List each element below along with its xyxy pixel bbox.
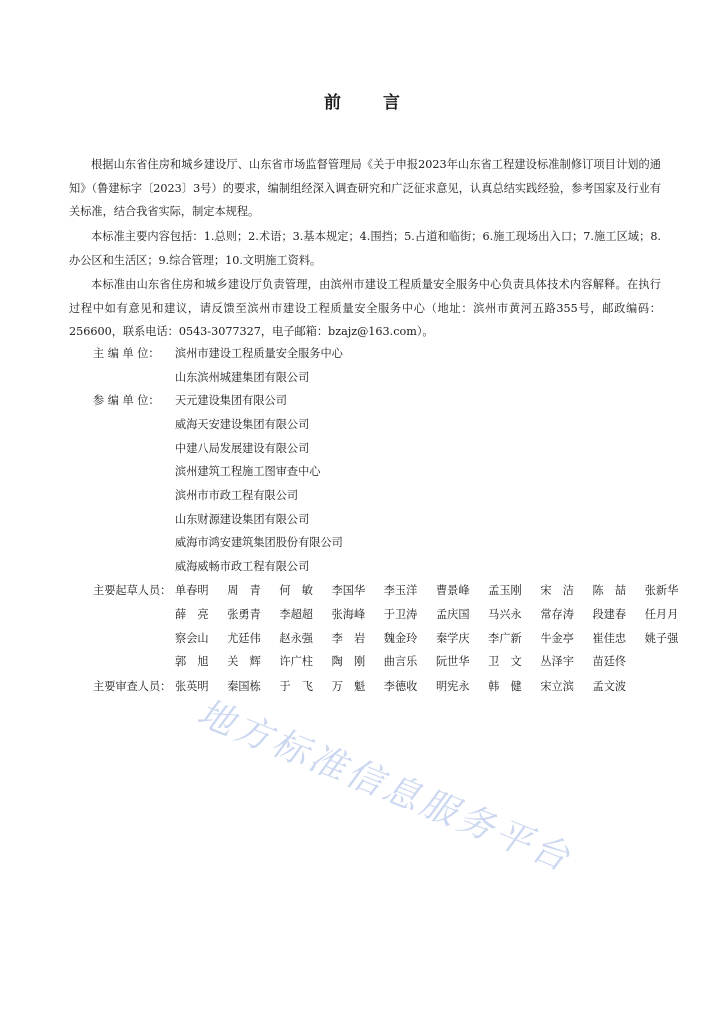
drafter-name: 苗廷佟 [592,655,627,668]
drafter-name: 秦学庆 [435,632,470,645]
drafters-row [175,629,697,649]
participant-unit: 山东财源建设集团有限公司 [175,513,310,526]
participant-unit: 威海市鸿安建筑集团股份有限公司 [175,536,343,549]
participant-unit: 威海威畅市政工程有限公司 [175,560,310,573]
drafter-name: 马兴永 [488,608,522,621]
participant-unit: 滨州建筑工程施工图审查中心 [175,465,321,478]
participants-row [93,391,287,411]
reviewer-name: 张英明 [175,680,209,693]
drafter-name: 李超超 [279,608,313,621]
reviewer-name: 明宪永 [435,680,470,693]
drafter-name: 段建春 [592,608,627,621]
participant-unit: 天元建设集团有限公司 [175,394,287,407]
drafters-row [175,581,697,601]
chief-editor-unit: 山东滨州城建集团有限公司 [175,371,310,384]
drafter-name: 周 青 [227,584,261,597]
drafter-name: 何 敏 [279,584,313,597]
chief-editor-unit: 滨州市建设工程质量安全服务中心 [175,347,343,360]
reviewer-name: 秦国栋 [227,680,261,693]
drafter-name: 任月月 [644,608,679,621]
drafter-name: 张新华 [644,584,679,597]
watermark: 地方标准信息服务平台 [191,692,578,881]
drafter-name: 李国华 [331,584,366,597]
drafter-name: 赵永强 [279,632,313,645]
drafter-name: 崔佳忠 [592,632,627,645]
page-title: 前 言 [324,93,418,113]
drafter-name: 孟玉刚 [488,584,522,597]
reviewers-label-row [93,677,175,697]
reviewer-name: 于 飞 [279,680,313,693]
drafters-row [175,652,645,672]
chief-editor-label: 主 编 单 位： [93,347,160,360]
drafter-name: 卫 文 [488,655,522,668]
drafters-label: 主要起草人员： [93,584,172,597]
paragraph-contents: 本标准主要内容包括：1.总则；2.术语；3.基本规定；4.围挡；5.占道和临街；6.施工现场出入口；7.施工区域；8.办公区和生活区；9.综合管理；10.文明施工资料。 [69,230,661,267]
reviewers-label: 主要审查人员： [93,680,172,693]
drafter-name: 李 岩 [331,632,366,645]
drafter-name: 郭 旭 [175,655,209,668]
participant-unit: 威海天安建设集团有限公司 [175,418,310,431]
drafter-name: 牛金亭 [540,632,574,645]
drafter-name: 孟庆国 [435,608,470,621]
drafter-name: 关 辉 [227,655,261,668]
drafter-name: 尤廷伟 [227,632,261,645]
drafter-name: 察会山 [175,632,209,645]
participant-unit: 滨州市市政工程有限公司 [175,489,299,502]
paragraph-management: 本标准由山东省住房和城乡建设厅负责管理，由滨州市建设工程质量安全服务中心负责具体技术内容解释。在执行过程中如有意见和建议，请反馈至滨州市建设工程质量安全服务中心（地址：滨州市黄河五路355号，邮政编码：256600，联系电话：0543-3077327，电子邮箱：bzajz@163.com）。 [69,278,661,338]
drafter-name: 薛 亮 [175,608,209,621]
reviewer-name: 宋立滨 [540,680,574,693]
chief-editor-row [93,344,343,364]
reviewer-name: 万 魁 [331,680,366,693]
drafter-name: 李广新 [488,632,522,645]
reviewer-name: 韩 健 [488,680,522,693]
drafter-name: 阮世华 [435,655,470,668]
drafter-name: 魏金玲 [383,632,418,645]
drafter-name: 丛泽宇 [540,655,574,668]
drafter-name: 单春明 [175,584,209,597]
drafter-name: 姚子强 [644,632,679,645]
drafter-name: 常存涛 [540,608,574,621]
drafter-name: 曲言乐 [383,655,418,668]
reviewer-name: 孟文波 [592,680,627,693]
drafters-label-row [93,581,175,601]
participant-unit: 中建八局发展建设有限公司 [175,442,310,455]
reviewer-name: 李德收 [383,680,418,693]
drafters-row [175,605,697,625]
drafter-name: 许广柱 [279,655,313,668]
drafter-name: 宋 洁 [540,584,574,597]
drafter-name: 张海峰 [331,608,366,621]
drafter-name: 李玉洋 [383,584,418,597]
reviewers-row [175,677,645,697]
paragraph-background: 根据山东省住房和城乡建设厅、山东省市场监督管理局《关于申报2023年山东省工程建设标准制修订项目计划的通知》（鲁建标字〔2023〕3号）的要求，编制组经深入调查研究和广泛征求意见，认真总结实践经验，参考国家及行业有关标准，结合我省实际，制定本规程。 [69,158,661,218]
drafter-name: 曹景峰 [435,584,470,597]
drafter-name: 陶 刚 [331,655,366,668]
drafter-name: 于卫涛 [383,608,418,621]
drafter-name: 张勇青 [227,608,261,621]
drafter-name: 陈 喆 [592,584,627,597]
participants-label: 参 编 单 位： [93,394,160,407]
